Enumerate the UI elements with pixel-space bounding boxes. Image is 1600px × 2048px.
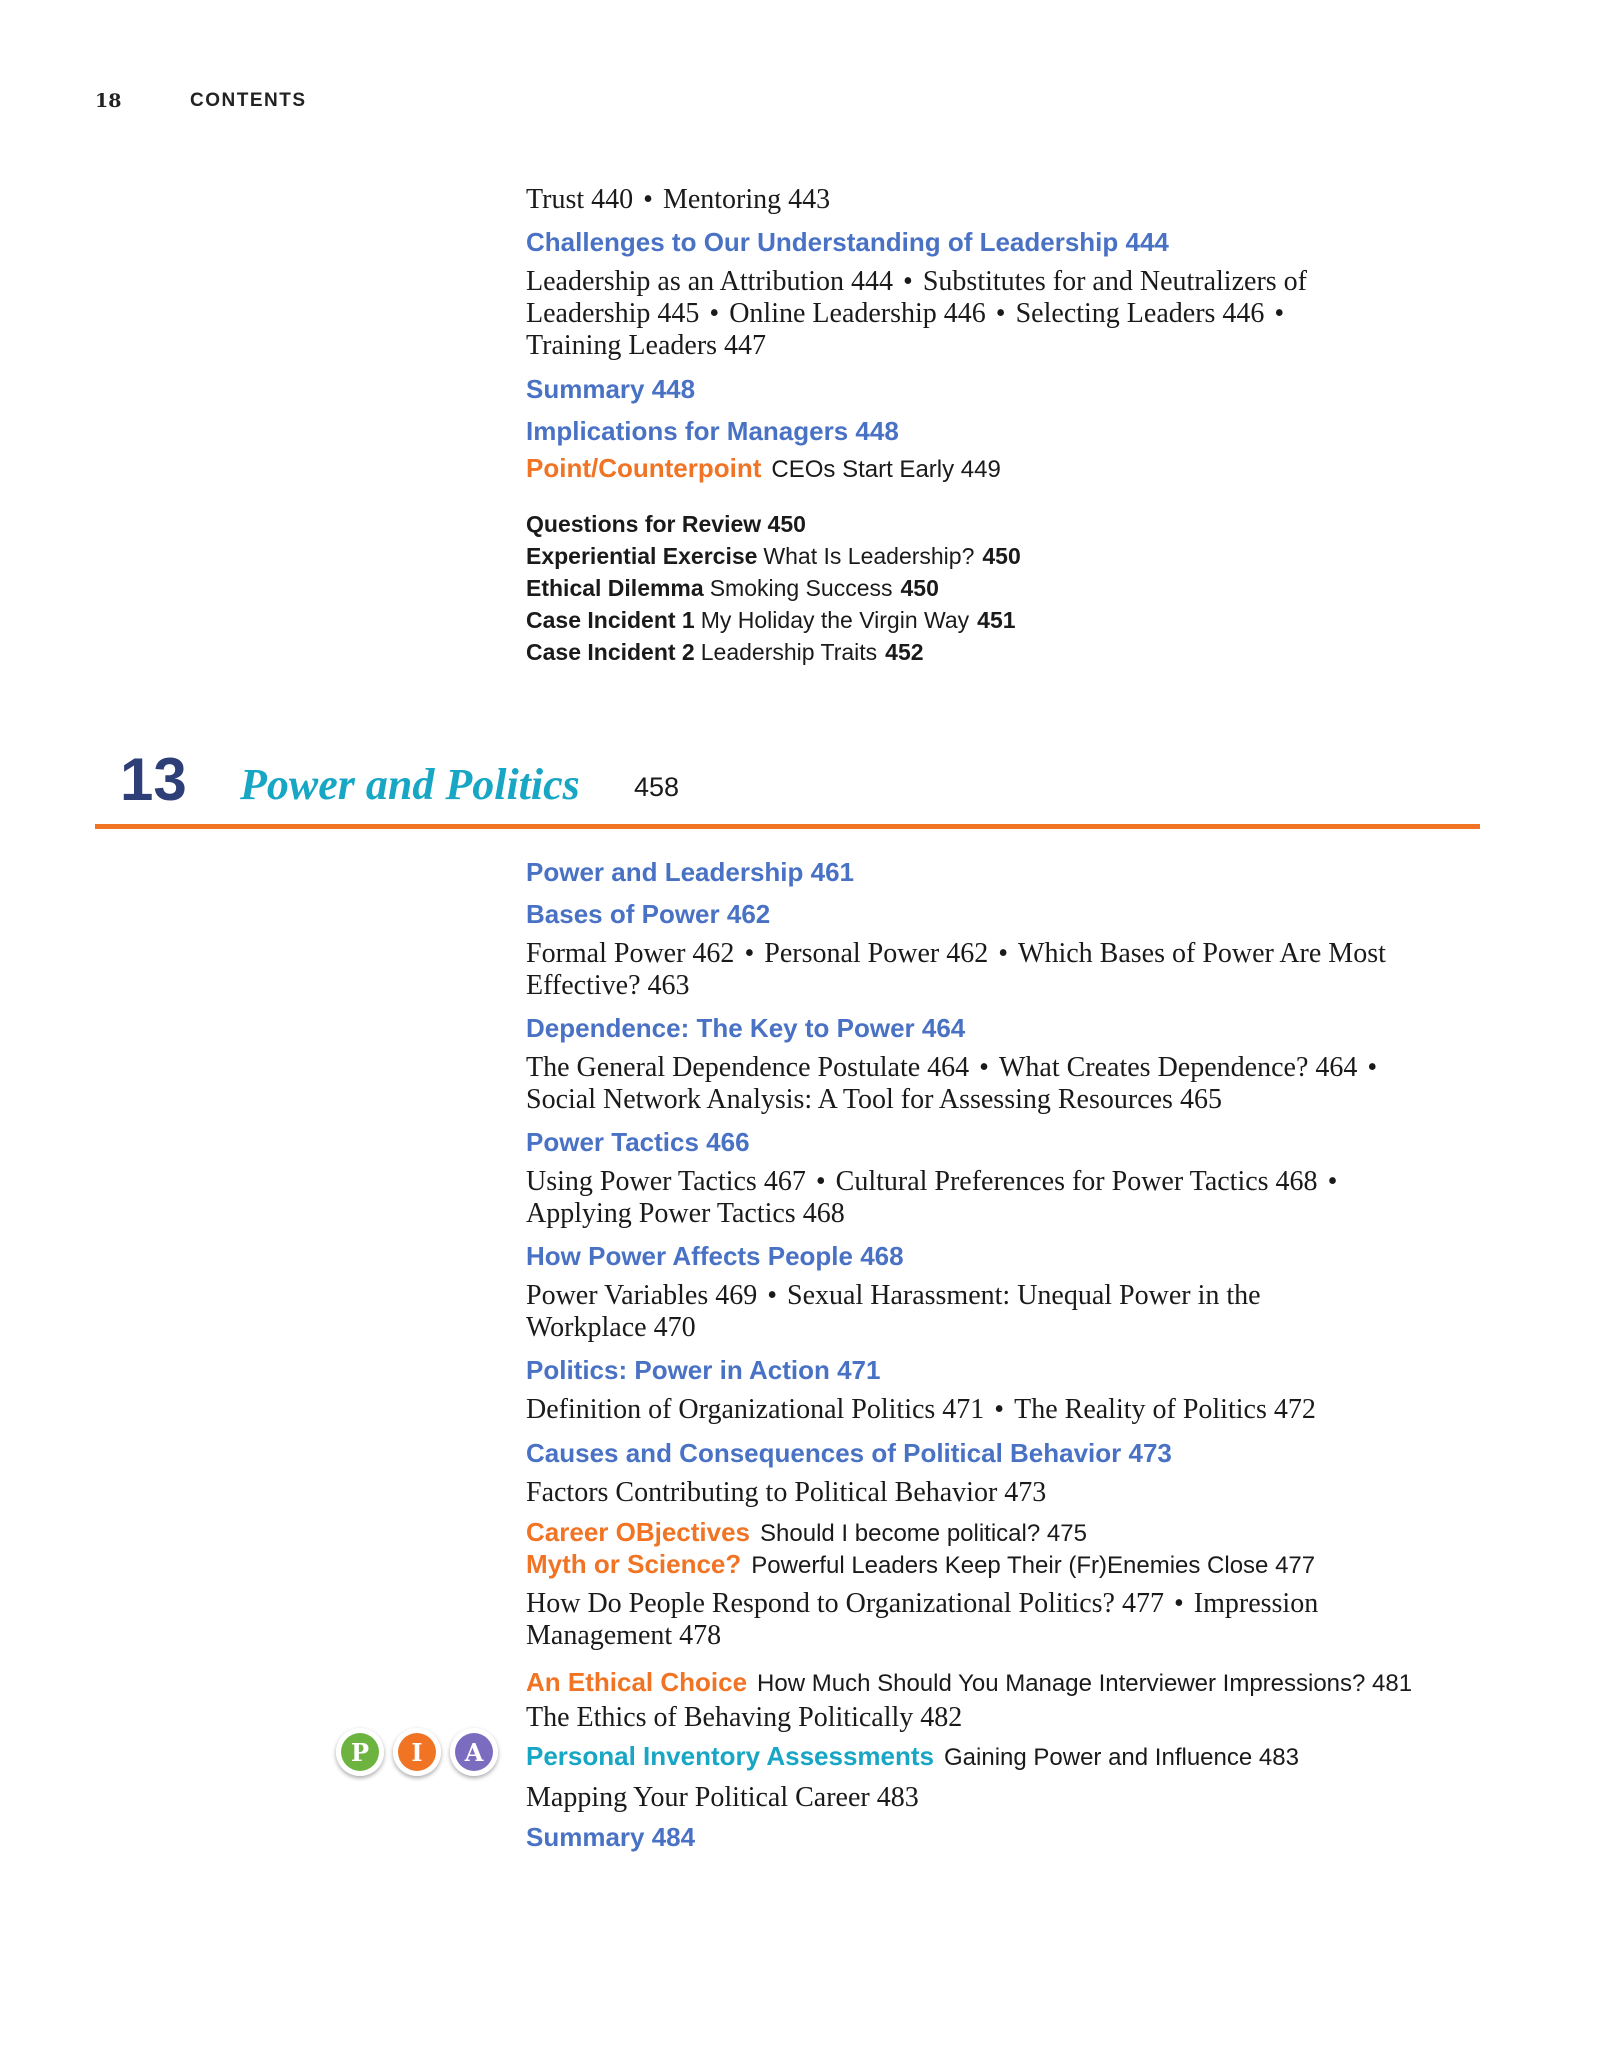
feature-label: Myth or Science? [526, 1549, 742, 1579]
toc-entry[interactable]: Which Bases of Power Are Most [1018, 938, 1386, 969]
review-item[interactable]: Case Incident 2 Leadership Traits 452 [526, 639, 924, 665]
toc-heading-summary-2[interactable]: Summary 484 [526, 1822, 696, 1852]
toc-entry[interactable]: Using Power Tactics 467 [526, 1166, 806, 1197]
toc-entry[interactable]: The Reality of Politics 472 [1014, 1394, 1316, 1425]
trust-line: Trust 440 • Mentoring 443 [526, 184, 831, 215]
politics-subentries: Definition of Organizational Politics 471 • The Reality of Politics 472 [526, 1394, 1316, 1425]
toc-entry[interactable]: Mapping Your Political Career 483 [526, 1782, 919, 1813]
feature-ethical-choice[interactable] [526, 1666, 1486, 1700]
toc-heading-power-leadership[interactable]: Power and Leadership 461 [526, 857, 855, 887]
chapter-rule [95, 824, 1480, 829]
feature-text: Should I become political? 475 [760, 1520, 1087, 1547]
feature-text: Powerful Leaders Keep Their (Fr)Enemies Close 477 [751, 1552, 1316, 1579]
tactics-subentries: Using Power Tactics 467 • Cultural Preferences for Power Tactics 468 • Applying Power Tactics 468 [526, 1166, 1338, 1229]
toc-entry[interactable]: Workplace 470 [526, 1312, 696, 1343]
toc-entry[interactable]: Impression [1193, 1588, 1319, 1619]
toc-entry[interactable]: Sexual Harassment: Unequal Power in the [787, 1280, 1261, 1311]
toc-entry[interactable]: What Creates Dependence? 464 [998, 1052, 1358, 1083]
toc-heading-summary[interactable]: Summary 448 [526, 374, 696, 404]
toc-entry[interactable]: Factors Contributing to Political Behavior 473 [526, 1477, 1047, 1508]
toc-entry[interactable]: Applying Power Tactics 468 [526, 1198, 845, 1229]
toc-heading-affects[interactable]: How Power Affects People 468 [526, 1241, 904, 1271]
toc-entry[interactable]: The General Dependence Postulate 464 [526, 1052, 970, 1083]
toc-entry[interactable]: Leadership 445 [526, 298, 700, 329]
feature-myth-or-science[interactable] [526, 1548, 1486, 1582]
toc-entry[interactable]: Online Leadership 446 [729, 298, 986, 329]
dependence-subentries: The General Dependence Postulate 464 • What Creates Dependence? 464 • Social Network Analysis: A Tool for Assessing Resources 465 [526, 1052, 1378, 1115]
review-block [526, 508, 1486, 668]
feature-label: Personal Inventory Assessments [526, 1741, 934, 1771]
feature-text: CEOs Start Early 449 [771, 456, 1001, 483]
review-item[interactable]: Case Incident 1 My Holiday the Virgin Way 451 [526, 607, 1016, 633]
pia-letter-i [393, 1728, 441, 1776]
toc-entry[interactable]: Substitutes for and Neutralizers of [922, 266, 1307, 297]
toc-heading-dependence[interactable]: Dependence: The Key to Power 464 [526, 1013, 966, 1043]
toc-entry[interactable]: Trust 440 [526, 184, 634, 215]
page-number: 18 [95, 90, 122, 112]
toc-entry[interactable]: Management 478 [526, 1620, 722, 1651]
toc-entry[interactable]: The Ethics of Behaving Politically 482 [526, 1702, 963, 1733]
toc-entry[interactable]: Power Variables 469 [526, 1280, 758, 1311]
pia-letter-p [336, 1728, 384, 1776]
feature-point-counterpoint[interactable] [526, 452, 1486, 486]
review-item[interactable]: Experiential Exercise What Is Leadership? 450 [526, 543, 1021, 569]
toc-heading-bases[interactable]: Bases of Power 462 [526, 899, 771, 929]
svg-text:P: P [350, 1738, 370, 1767]
review-item[interactable]: Questions for Review 450 [526, 511, 806, 537]
toc-entry[interactable]: Leadership as an Attribution 444 [526, 266, 894, 297]
toc-heading-causes[interactable]: Causes and Consequences of Political Behavior 473 [526, 1438, 1172, 1468]
feature-label: An Ethical Choice [526, 1667, 748, 1697]
toc-entry[interactable]: Mentoring 443 [662, 184, 831, 215]
feature-label: Career OBjectives [526, 1517, 751, 1547]
feature-label: Point/Counterpoint [526, 453, 762, 483]
chapter-number: 13 [120, 746, 187, 813]
toc-entry[interactable]: Social Network Analysis: A Tool for Assessing Resources 465 [526, 1084, 1222, 1115]
toc-heading-tactics[interactable]: Power Tactics 466 [526, 1127, 750, 1157]
svg-text:I: I [411, 1738, 423, 1767]
feature-career-objectives[interactable] [526, 1516, 1486, 1550]
chapter-title[interactable]: Power and Politics [240, 760, 580, 809]
chapter-page: 458 [634, 772, 680, 802]
feature-personal-inventory[interactable] [526, 1740, 1486, 1774]
toc-heading-implications[interactable]: Implications for Managers 448 [526, 416, 899, 446]
svg-text:A: A [464, 1738, 484, 1767]
review-item[interactable]: Ethical Dilemma Smoking Success 450 [526, 575, 939, 601]
pia-letter-a [450, 1728, 498, 1776]
toc-entry[interactable]: Cultural Preferences for Power Tactics 468 [835, 1166, 1318, 1197]
toc-heading-challenges[interactable]: Challenges to Our Understanding of Leadership 444 [526, 227, 1169, 257]
bases-subentries: Formal Power 462 • Personal Power 462 • Which Bases of Power Are Most Effective? 463 [526, 938, 1386, 1001]
respond-subentries: How Do People Respond to Organizational Politics? 477 • Impression Management 478 [526, 1588, 1319, 1651]
toc-entry[interactable]: Training Leaders 447 [526, 330, 767, 361]
pia-badge-icon [330, 1722, 505, 1782]
toc-entry[interactable]: Definition of Organizational Politics 471 [526, 1394, 985, 1425]
toc-entry[interactable]: Effective? 463 [526, 970, 690, 1001]
feature-text: How Much Should You Manage Interviewer Impressions? 481 [757, 1670, 1413, 1697]
toc-heading-politics[interactable]: Politics: Power in Action 471 [526, 1355, 881, 1385]
affects-subentries: Power Variables 469 • Sexual Harassment: Unequal Power in the Workplace 470 [526, 1280, 1261, 1343]
feature-text: Gaining Power and Influence 483 [944, 1744, 1299, 1771]
toc-entry[interactable]: How Do People Respond to Organizational Politics? 477 [526, 1588, 1164, 1619]
toc-entry[interactable]: Selecting Leaders 446 [1015, 298, 1265, 329]
running-header: CONTENTS [190, 90, 307, 111]
toc-entry[interactable]: Personal Power 462 [764, 938, 989, 969]
toc-entry[interactable]: Formal Power 462 [526, 938, 735, 969]
challenges-subentries: Leadership as an Attribution 444 • Substitutes for and Neutralizers of Leadership 445 • Online Leadership 446 • Selecting Leaders 446 • Training Leaders 447 [526, 266, 1307, 361]
